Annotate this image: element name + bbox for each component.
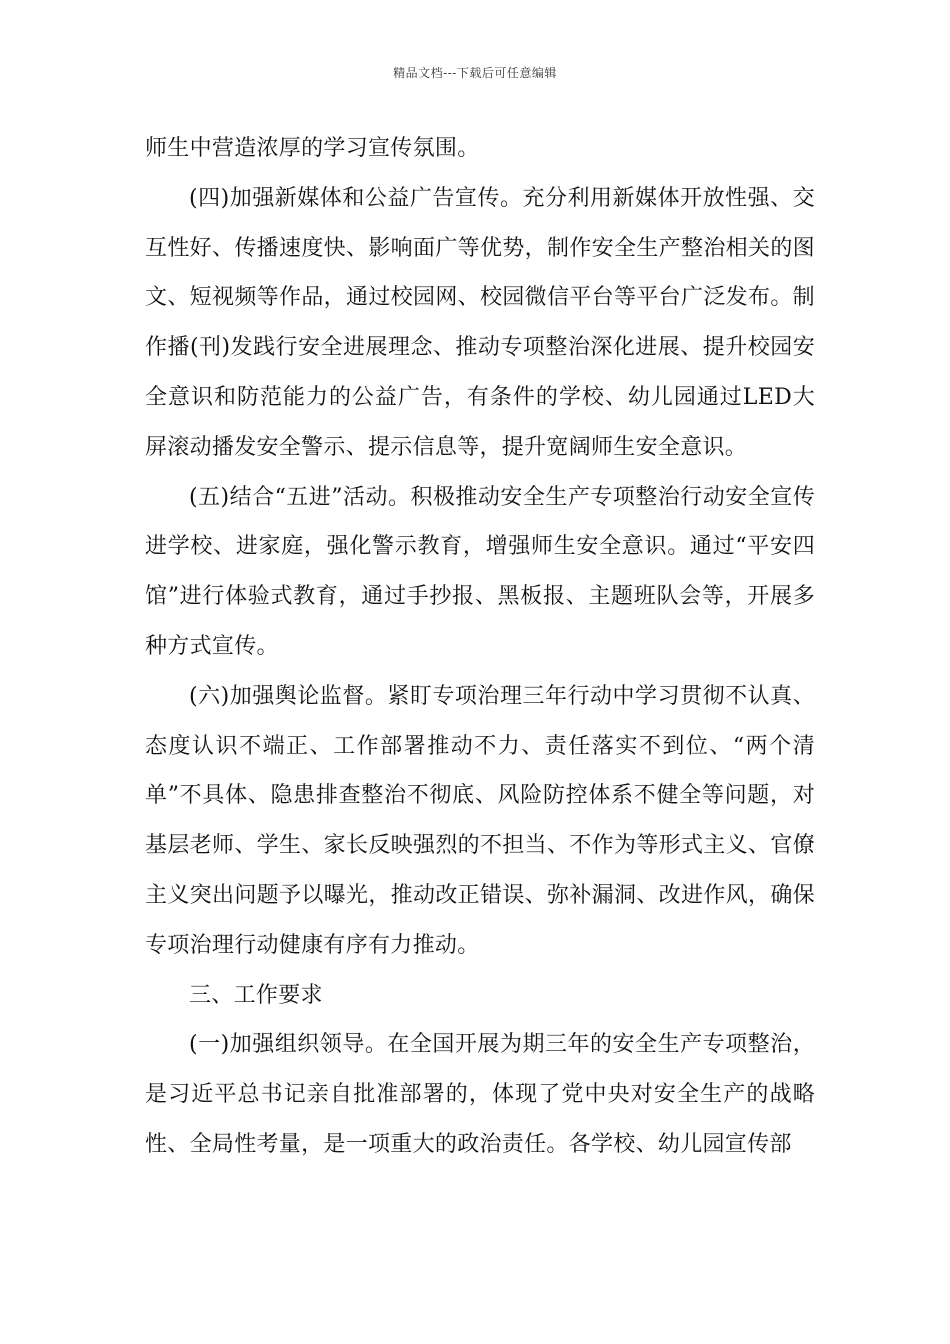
body-paragraph: (六)加强舆论监督。紧盯专项治理三年行动中学习贯彻不认真、态度认识不端正、工作部署推动不力、责任落实不到位、“两个清单”不具体、隐患排查整治不彻底、风险防控体系不健全等问题，对基层老师、学生、家长反映强烈的不担当、不作为等形式主义、官僚主义突出问题予以曝光，推动改正错误、弥补漏洞、改进作风，确保专项治理行动健康有序有力推动。 (145, 683, 815, 958)
body-paragraph: (一)加强组织领导。在全国开展为期三年的安全生产专项整治，是习近平总书记亲自批准部署的，体现了党中央对安全生产的战略性、全局性考量，是一项重大的政治责任。各学校、幼儿园宣传部 (145, 1032, 815, 1157)
document-body (145, 124, 815, 1170)
section-heading: 三、工作要求 (189, 982, 323, 1008)
page-header: 精品文档---下载后可任意编辑 (393, 66, 557, 80)
body-paragraph: (四)加强新媒体和公益广告宣传。充分利用新媒体开放性强、交互性好、传播速度快、影响面广等优势，制作安全生产整治相关的图文、短视频等作品，通过校园网、校园微信平台等平台广泛发布。制作播(刊)发践行安全进展理念、推动专项整治深化进展、提升校园安全意识和防范能力的公益广告，有条件的学校、幼儿园通过LED大屏滚动播发安全警示、提示信息等，提升宽阔师生安全意识。 (145, 185, 815, 460)
body-paragraph: 师生中营造浓厚的学习宣传氛围。 (145, 136, 480, 161)
body-paragraph: (五)结合“五进”活动。积极推动安全生产专项整治行动安全宣传进学校、进家庭，强化警示教育，增强师生安全意识。通过“平安四馆”进行体验式教育，通过手抄报、黑板报、主题班队会等，开展多种方式宣传。 (145, 484, 815, 659)
